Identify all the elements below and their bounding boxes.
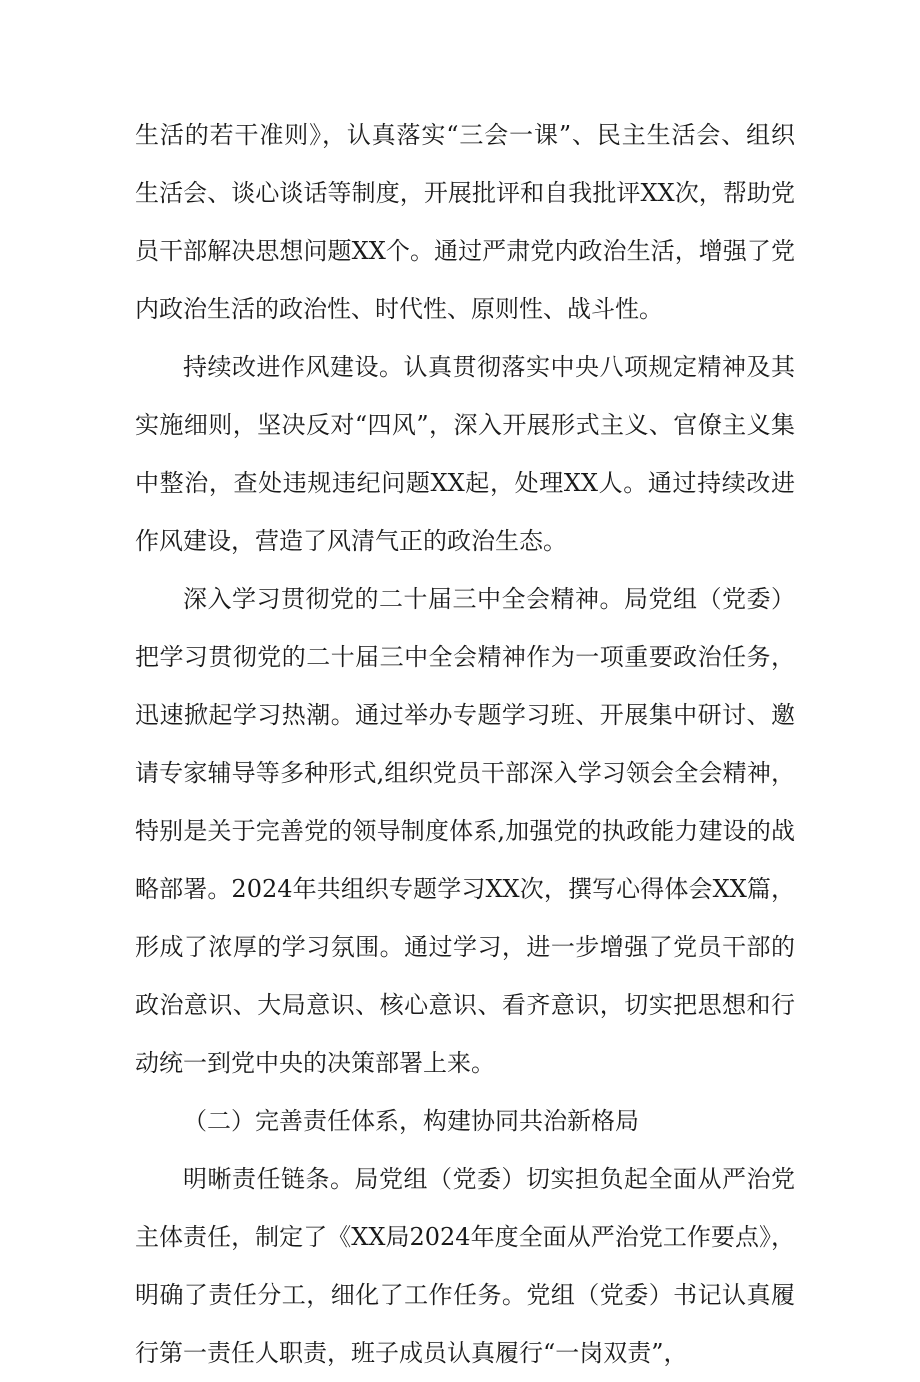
paragraph-work-style: 持续改进作风建设。认真贯彻落实中央八项规定精神及其实施细则，坚决反对“四风”，深入开展形式主义、官僚主义集中整治，查处违规违纪问题XX起，处理XX人。通过持续改进作风建设，营造了风清气正的政治生态。 bbox=[135, 353, 795, 555]
paragraph-party-life: 生活的若干准则》，认真落实“三会一课”、民主生活会、组织生活会、谈心谈话等制度，开展批评和自我批评XX次，帮助党员干部解决思想问题XX个。通过严肃党内政治生活，增强了党内政治生活的政治性、时代性、原则性、战斗性。 bbox=[135, 121, 795, 323]
paragraph-responsibility-chain: 明晰责任链条。局党组（党委）切实担负起全面从严治党主体责任，制定了《XX局2024年度全面从严治党工作要点》，明确了责任分工，细化了工作任务。党组（党委）书记认真履行第一责任人职责，班子成员认真履行“一岗双责”， bbox=[135, 1165, 795, 1367]
paragraph-plenary-study: 深入学习贯彻党的二十届三中全会精神。局党组（党委）把学习贯彻党的二十届三中全会精神作为一项重要政治任务，迅速掀起学习热潮。通过举办专题学习班、开展集中研讨、邀请专家辅导等多种形式,组织党员干部深入学习领会全会精神，特别是关于完善党的领导制度体系,加强党的执政能力建设的战略部署。2024年共组织专题学习XX次，撰写心得体会XX篇，形成了浓厚的学习氛围。通过学习，进一步增强了党员干部的政治意识、大局意识、核心意识、看齐意识，切实把思想和行动统一到党中央的决策部署上来。 bbox=[135, 585, 795, 1077]
section-heading: （二）完善责任体系，构建协同共治新格局 bbox=[183, 1107, 639, 1135]
document-body bbox=[135, 106, 795, 1382]
